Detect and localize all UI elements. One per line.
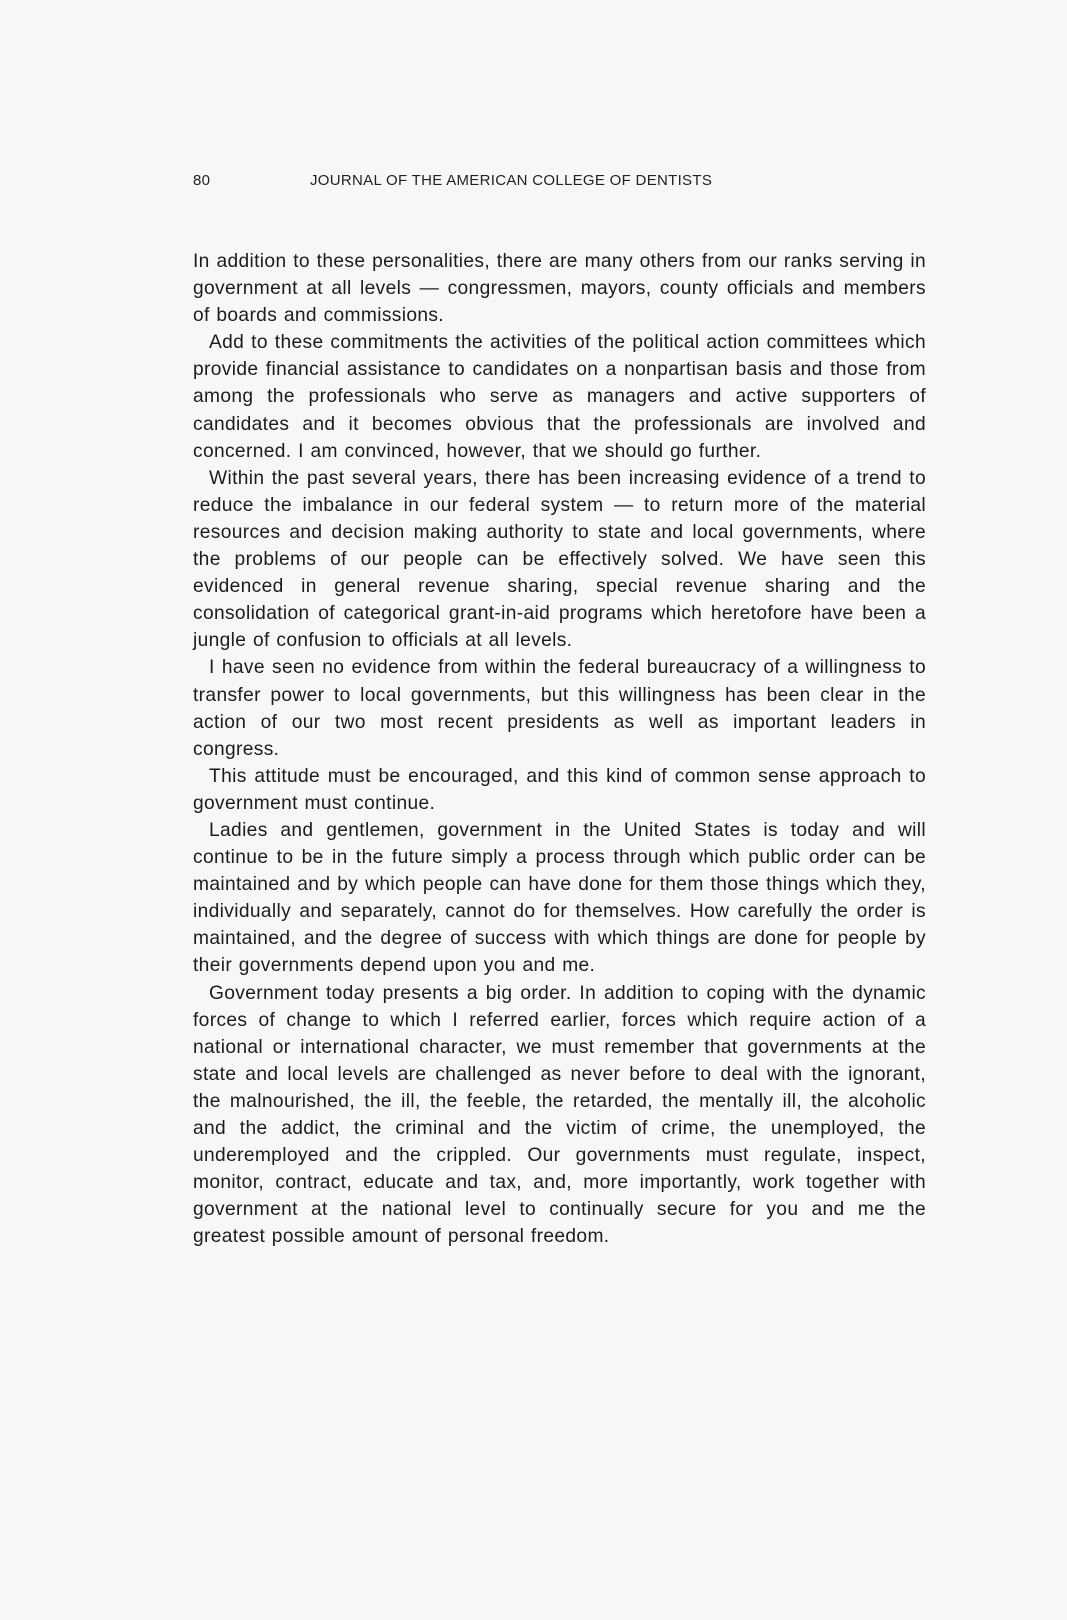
body-paragraph-6: Ladies and gentlemen, government in the United States is today and will continue to be in the future simply a process through which public order can be maintained and by which people can have done for them those things which they, individually and separately, cannot do for themselves. How carefully the order is maintained, and the degree of success with which things are done for people by their governments depend upon you and me. <box>193 819 926 977</box>
body-paragraph-7: Government today presents a big order. In addition to coping with the dynamic forces of change to which I referred earlier, forces which require action of a national or international character, we must remember that governments at the state and local levels are challenged as never before to deal with the ignorant, the malnourished, the ill, the feeble, the retarded, the mentally ill, the alcoholic and the addict, the criminal and the victim of crime, the unemployed, the underemployed and the crippled. Our governments must regulate, inspect, monitor, contract, educate and tax, and, more importantly, work together with government at the national level to continually secure for you and me the greatest possible amount of personal freedom. <box>193 982 926 1248</box>
body-paragraph-4: I have seen no evidence from within the federal bureaucracy of a willingness to transfer power to local governments, but this willingness has been clear in the action of our two most recent presidents as well as important leaders in congress. <box>193 657 926 760</box>
page-header <box>193 172 933 192</box>
body-paragraph-3: Within the past several years, there has been increasing evidence of a trend to reduce the imbalance in our federal system — to return more of the material resources and decision making authority to state and local governments, where the problems of our people can be effectively solved. We have seen this evidenced in general revenue sharing, special revenue sharing and the consolidation of categorical grant-in-aid programs which heretofore have been a jungle of confusion to officials at all levels. <box>193 467 926 652</box>
page-number: 80 <box>193 172 211 189</box>
running-head-journal-title: JOURNAL OF THE AMERICAN COLLEGE OF DENTISTS <box>310 172 713 189</box>
body-paragraph-5: This attitude must be encouraged, and this kind of common sense approach to government must continue. <box>193 765 926 814</box>
body-paragraph-2: Add to these commitments the activities of the political action committees which provide financial assistance to candidates on a nonpartisan basis and those from among the professionals who serve as managers and active supporters of candidates and it becomes obvious that the professionals are involved and concerned. I am convinced, however, that we should go further. <box>193 332 926 462</box>
body-paragraph-1: In addition to these personalities, there are many others from our ranks serving in government at all levels — congressmen, mayors, county officials and members of boards and commissions. <box>193 251 926 327</box>
article-body <box>193 248 926 1250</box>
